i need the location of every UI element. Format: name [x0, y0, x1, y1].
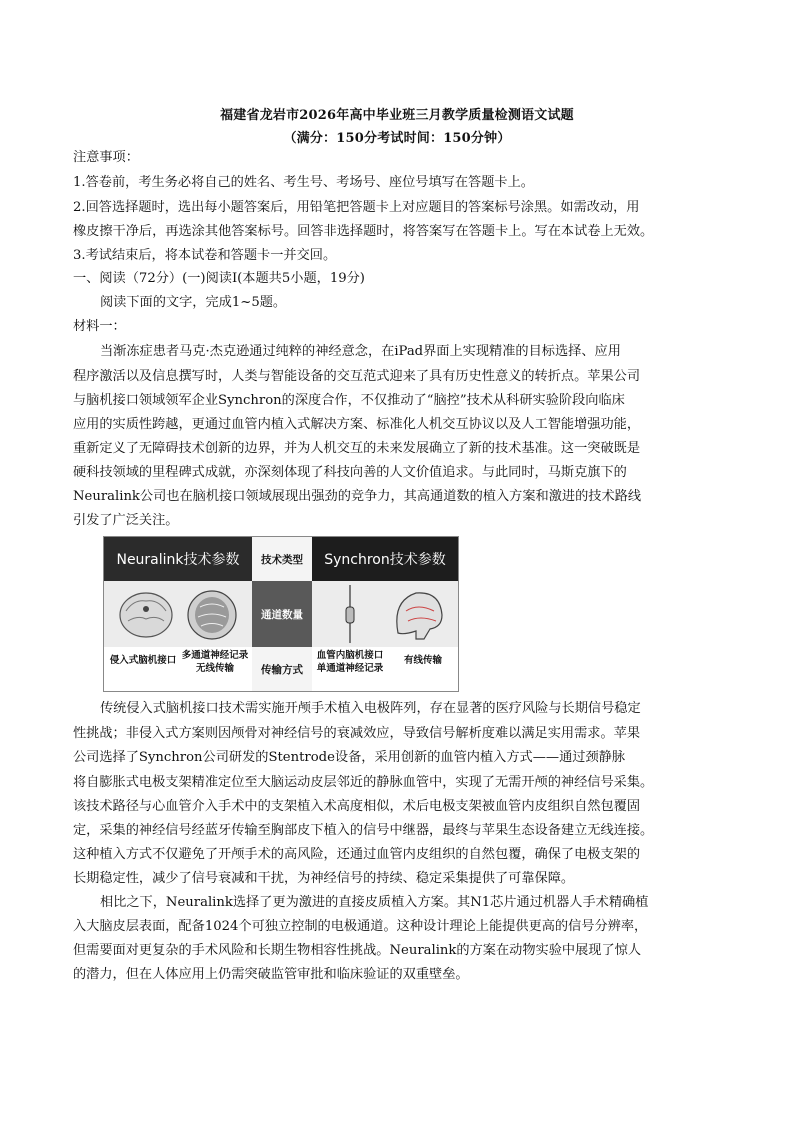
paragraph-line: 应用的实质性跨越，更通过血管内植入式解决方案、标准化人机交互协议以及人工智能增强功能，: [73, 417, 641, 432]
paragraph-line: 当渐冻症患者马克·杰克逊通过纯粹的神经意念，在iPad界面上实现精准的目标选择、应用: [100, 344, 621, 359]
notice-item: 橡皮擦干净后，再选涂其他答案标号。回答非选择题时，将答案写在答题卡上。写在本试卷上无效。: [73, 224, 654, 239]
left-caption-type: 侵入式脑机接口: [109, 655, 177, 666]
page-subtitle: （满分：150分考试时间：150分钟）: [283, 131, 511, 146]
paragraph-line: 与脑机接口领域领军企业Synchron的深度合作，不仅推动了“脑控”技术从科研实验阶段向临床: [73, 393, 625, 408]
comparison-figure: [103, 536, 459, 692]
paragraph-line: 相比之下，Neuralink选择了更为激进的直接皮质植入方案。其N1芯片通过机器人手术精确植: [100, 895, 649, 910]
notice-item: 1.答卷前，考生务必将自己的姓名、考生号、考场号、座位号填写在答题卡上。: [73, 175, 534, 190]
paragraph-line: 定，采集的神经信号经蓝牙传输至胸部皮下植入的信号中继器，最终与苹果生态设备建立无线连接。: [73, 823, 654, 838]
paragraph-line: 将自膨胀式电极支架精准定位至大脑运动皮层邻近的静脉血管中，实现了无需开颅的神经信号采集。: [73, 775, 654, 790]
paragraph-line: 硬科技领域的里程碑式成就，亦深刻体现了科技向善的人文价值追求。与此同时，马斯克旗下的: [73, 465, 627, 480]
left-caption-transmission: 无线传输: [195, 663, 234, 674]
notice-item: 3.考试结束后，将本试卷和答题卡一并交回。: [73, 248, 337, 263]
notice-heading: 注意事项：: [73, 150, 139, 165]
notice-item: 2.回答选择题时，选出每小题答案后，用铅笔把答题卡上对应题目的答案标号涂黑。如需改动，用: [73, 200, 640, 215]
paragraph-line: 长期稳定性，减少了信号衰减和干扰，为神经信号的持续、稳定采集提供了可靠保障。: [73, 871, 575, 886]
neuralink-images: [104, 581, 252, 647]
paragraph-line: 这种植入方式不仅避免了开颅手术的高风险，还通过血管内皮组织的自然包覆，确保了电极支架的: [73, 847, 641, 862]
paragraph-line: 性挑战；非侵入式方案则因颅骨对神经信号的衰减效应，导致信号解析度难以满足实用需求。苹果: [73, 726, 641, 741]
material-label: 材料一：: [73, 319, 126, 334]
paragraph-line: 重新定义了无障碍技术创新的边界，并为人机交互的未来发展确立了新的技术基准。这一突破既是: [73, 441, 641, 456]
neuralink-brain-illustration: [104, 581, 252, 647]
right-caption-type: 血管内脑机接口: [316, 650, 384, 661]
row-label-tech-type: 技术类型: [252, 537, 312, 581]
paragraph-line: 公司选择了Synchron公司研发的Stentrode设备，采用创新的血管内植入方式——通过颈静脉: [73, 750, 626, 765]
paragraph-line: 但需要面对更复杂的手术风险和长期生物相容性挑战。Neuralink的方案在动物实验中展现了惊人: [73, 943, 642, 958]
paragraph-line: 程序激活以及信息撰写时，人类与智能设备的交互范式迎来了具有历史性意义的转折点。苹果公司: [73, 369, 641, 384]
left-caption-channels: 多通道神经记录: [181, 650, 249, 661]
row-label-transmission: 传输方式: [252, 647, 312, 691]
paragraph-line: 该技术路径与心血管介入手术中的支架植入术高度相似，术后电极支架被血管内皮组织自然包覆固: [73, 799, 641, 814]
page-title: 福建省龙岩市2026年高中毕业班三月教学质量检测语文试题: [220, 108, 574, 123]
paragraph-line: 入大脑皮层表面，配备1024个可独立控制的电极通道。这种设计理论上能提供更高的信号分辨率，: [73, 919, 648, 934]
row-label-channels: 通道数量: [252, 581, 312, 647]
paragraph-line: 传统侵入式脑机接口技术需实施开颅手术植入电极阵列，存在显著的医疗风险与长期信号稳定: [100, 701, 641, 716]
synchron-header: Synchron技术参数: [312, 537, 458, 581]
paragraph-line: 引发了广泛关注。: [73, 513, 179, 528]
paragraph-line: Neuralink公司也在脑机接口领域展现出强劲的竞争力，其高通道数的植入方案和激进的技术路线: [73, 489, 642, 504]
synchron-stent-illustration: [312, 581, 458, 647]
paragraph-line: 的潜力，但在人体应用上仍需突破监管审批和临床验证的双重壁垒。: [73, 967, 469, 982]
section-heading: 一、阅读（72分）(一)阅读Ⅰ(本题共5小题，19分): [73, 271, 365, 286]
instruction: 阅读下面的文字，完成1~5题。: [100, 295, 287, 310]
right-caption-channels: 单通道神经记录: [316, 663, 384, 674]
neuralink-header: Neuralink技术参数: [104, 537, 252, 581]
right-caption-transmission: 有线传输: [403, 655, 442, 666]
synchron-images: [312, 581, 458, 647]
